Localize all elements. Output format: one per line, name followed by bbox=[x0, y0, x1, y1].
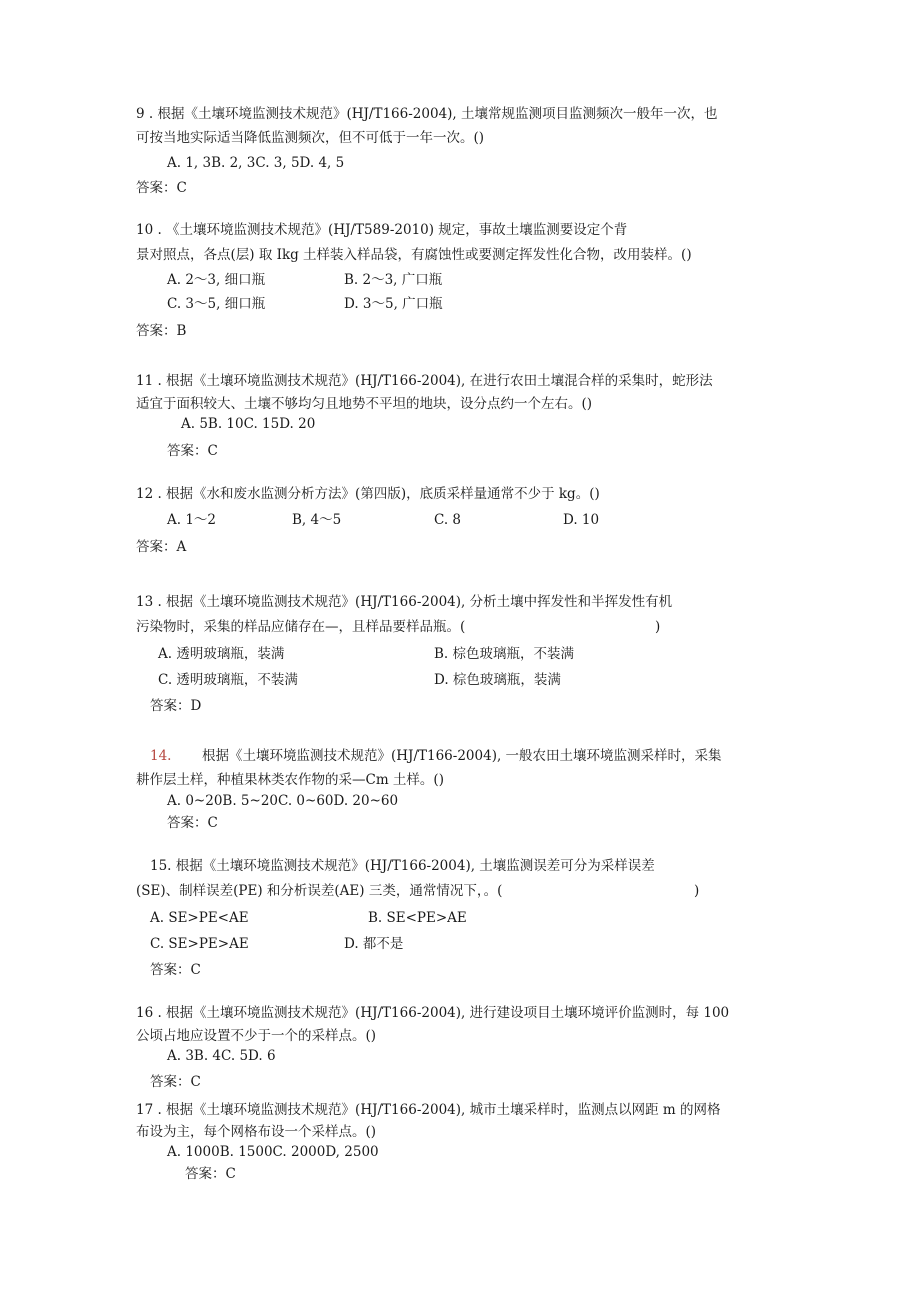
question-16-answer: 答案：C bbox=[150, 1074, 201, 1090]
question-9-options: A. 1, 3B. 2, 3C. 3, 5D. 4, 5 bbox=[167, 155, 345, 171]
question-15-option-c: C. SE>PE>AE bbox=[150, 936, 249, 952]
question-11-answer: 答案：C bbox=[167, 443, 218, 459]
question-14-options: A. 0~20B. 5~20C. 0~60D. 20~60 bbox=[167, 793, 399, 809]
question-15-close-paren: ) bbox=[694, 883, 700, 899]
question-14-answer: 答案：C bbox=[167, 815, 218, 831]
question-10-option-d: D. 3～5, 广口瓶 bbox=[344, 296, 443, 312]
question-13-text-line1: 13 . 根据《土壤环境监测技术规范》(HJ/T166-2004), 分析土壤中挥发性和半挥发性有机 bbox=[136, 594, 673, 610]
question-13-close-paren: ) bbox=[655, 619, 661, 635]
question-13-option-d: D. 棕色玻璃瓶，装满 bbox=[434, 672, 561, 688]
question-15-option-d: D. 都不是 bbox=[344, 936, 404, 952]
question-14-text-line1: 根据《土壤环境监测技术规范》(HJ/T166-2004), 一般农田土壤环境监测采样时，采集 bbox=[202, 748, 722, 764]
question-15-option-a: A. SE>PE<AE bbox=[150, 910, 249, 926]
question-14-text-line2: 耕作层土样，种植果林类农作物的采—Cm 土样。() bbox=[136, 772, 444, 788]
question-15-text-line1: 15. 根据《土壤环境监测技术规范》(HJ/T166-2004), 土壤监测误差可分为采样误差 bbox=[150, 858, 655, 874]
question-16-options: A. 3B. 4C. 5D. 6 bbox=[167, 1048, 276, 1064]
question-12-option-b: B, 4～5 bbox=[292, 512, 342, 528]
question-11-options: A. 5B. 10C. 15D. 20 bbox=[181, 416, 316, 432]
question-10-text-line2: 景对照点，各点(层) 取 Ikg 土样装入样品袋，有腐蚀性或要测定挥发性化合物，改用装样。() bbox=[136, 247, 692, 263]
question-14-number: 14. bbox=[150, 748, 172, 764]
question-17-options: A. 1000B. 1500C. 2000D, 2500 bbox=[167, 1144, 379, 1160]
question-15-text-line2: (SE)、制样误差(PE) 和分析误差(AE) 三类，通常情况下，。( bbox=[136, 883, 503, 899]
question-9-text-line1: 9 . 根据《土壤环境监测技术规范》(HJ/T166-2004), 土壤常规监测项目监测频次一般年一次，也 bbox=[136, 106, 718, 122]
question-13-text-line2: 污染物时，采集的样品应储存在—，且样品要样品瓶。( bbox=[136, 619, 466, 635]
question-11-text-line1: 11 . 根据《土壤环境监测技术规范》(HJ/T166-2004), 在进行农田土壤混合样的采集时，蛇形法 bbox=[136, 373, 713, 389]
question-10-answer: 答案：B bbox=[136, 323, 187, 339]
question-13-option-b: B. 棕色玻璃瓶，不装满 bbox=[434, 646, 575, 662]
question-12-text-line1: 12 . 根据《水和废水监测分析方法》(第四版)，底质采样量通常不少于 kg。() bbox=[136, 486, 600, 502]
question-16-text-line1: 16 . 根据《土壤环境监测技术规范》(HJ/T166-2004), 进行建设项目土壤环境评价监测时，每 100 bbox=[136, 1005, 730, 1021]
question-16-text-line2: 公顷占地应设置不少于一个的采样点。() bbox=[136, 1028, 377, 1044]
question-12-answer: 答案：A bbox=[136, 539, 187, 555]
question-13-option-c: C. 透明玻璃瓶，不装满 bbox=[158, 672, 298, 688]
question-13-option-a: A. 透明玻璃瓶，装满 bbox=[158, 646, 285, 662]
question-10-option-a: A. 2～3, 细口瓶 bbox=[167, 272, 266, 288]
question-12-option-d: D. 10 bbox=[563, 512, 600, 528]
question-10-option-c: C. 3～5, 细口瓶 bbox=[167, 296, 266, 312]
question-17-answer: 答案：C bbox=[185, 1166, 236, 1182]
question-17-text-line2: 布设为主，每个网格布设一个采样点。() bbox=[136, 1124, 377, 1140]
question-12-option-c: C. 8 bbox=[434, 512, 462, 528]
question-12-option-a: A. 1～2 bbox=[167, 512, 217, 528]
question-10-option-b: B. 2～3, 广口瓶 bbox=[344, 272, 443, 288]
question-9-text-line2: 可按当地实际适当降低监测频次，但不可低于一年一次。() bbox=[136, 130, 485, 146]
question-15-answer: 答案：C bbox=[150, 962, 201, 978]
question-10-text-line1: 10 . 《土壤环境监测技术规范》(HJ/T589-2010) 规定，事故土壤监测要设定个背 bbox=[136, 222, 628, 238]
question-9-answer: 答案：C bbox=[136, 180, 187, 196]
question-13-answer: 答案：D bbox=[150, 698, 202, 714]
question-11-text-line2: 适宜于面积较大、土壤不够均匀且地势不平坦的地块，设分点约一个左右。() bbox=[136, 396, 593, 412]
question-15-option-b: B. SE<PE>AE bbox=[368, 910, 467, 926]
question-17-text-line1: 17 . 根据《土壤环境监测技术规范》(HJ/T166-2004), 城市土壤采样时，监测点以网距 m 的网格 bbox=[136, 1102, 721, 1118]
